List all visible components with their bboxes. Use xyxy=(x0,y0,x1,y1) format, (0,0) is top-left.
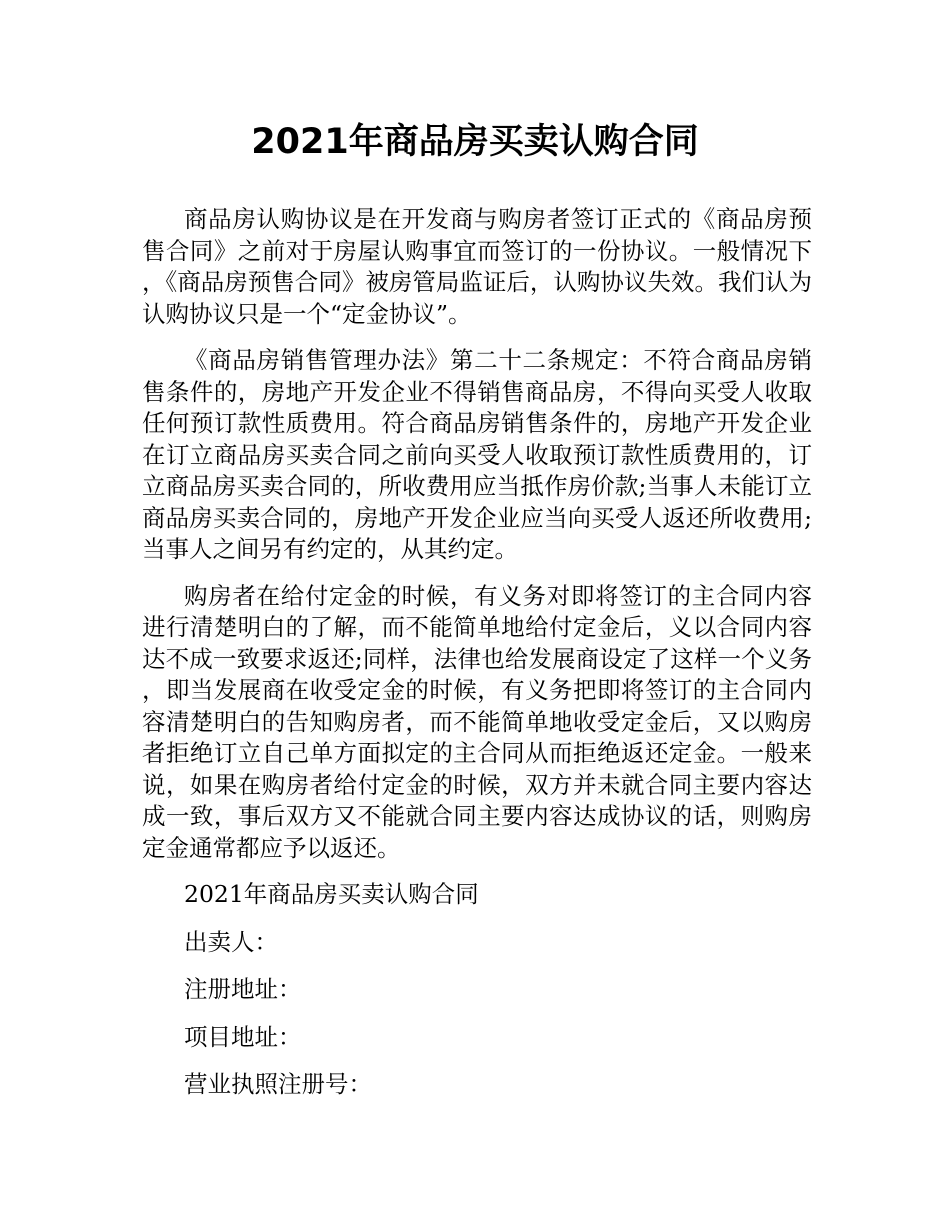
contract-heading: 2021年商品房买卖认购合同 xyxy=(184,880,479,908)
paragraph-deposit: 购房者在给付定金的时候，有义务对即将签订的主合同内容进行清楚明白的了解，而不能简单地给付定金后，义以合同内容达不成一致要求返还;同样，法律也给发展商设定了这样一个义务，即当发展商在收受定金的时候，有义务把即将签订的主合同内容清楚明白的告知购房者，而不能简单地收受定金后，又以购房者拒绝订立自己单方面拟定的主合同从而拒绝返还定金。一般来说，如果在购房者给付定金的时候，双方并未就合同主要内容达成一致，事后双方又不能就合同主要内容达成协议的话，则购房定金通常都应予以返还。 xyxy=(142,581,812,862)
paragraph-intro: 商品房认购协议是在开发商与购房者签订正式的《商品房预售合同》之前对于房屋认购事宜而签订的一份协议。一般情况下，《商品房预售合同》被房管局监证后，认购协议失效。我们认为认购协议只是一个“定金协议”。 xyxy=(142,205,812,328)
project-address-field-label: 项目地址： xyxy=(184,1022,302,1051)
seller-field-label: 出卖人： xyxy=(184,927,278,956)
document-title: 2021年商品房买卖认购合同 xyxy=(251,122,699,162)
business-license-field-label: 营业执照注册号： xyxy=(184,1070,372,1098)
document-body xyxy=(142,204,812,1117)
registered-address-field-label: 注册地址： xyxy=(184,975,302,1003)
paragraph-regulation: 《商品房销售管理办法》第二十二条规定：不符合商品房销售条件的，房地产开发企业不得销售商品房，不得向买受人收取任何预订款性质费用。符合商品房销售条件的，房地产开发企业在订立商品房买卖合同之前向买受人收取预订款性质费用的，订立商品房买卖合同的，所收费用应当抵作房价款;当事人未能订立商品房买卖合同的，房地产开发企业应当向买受人返还所收费用;当事人之间另有约定的，从其约定。 xyxy=(142,346,812,563)
